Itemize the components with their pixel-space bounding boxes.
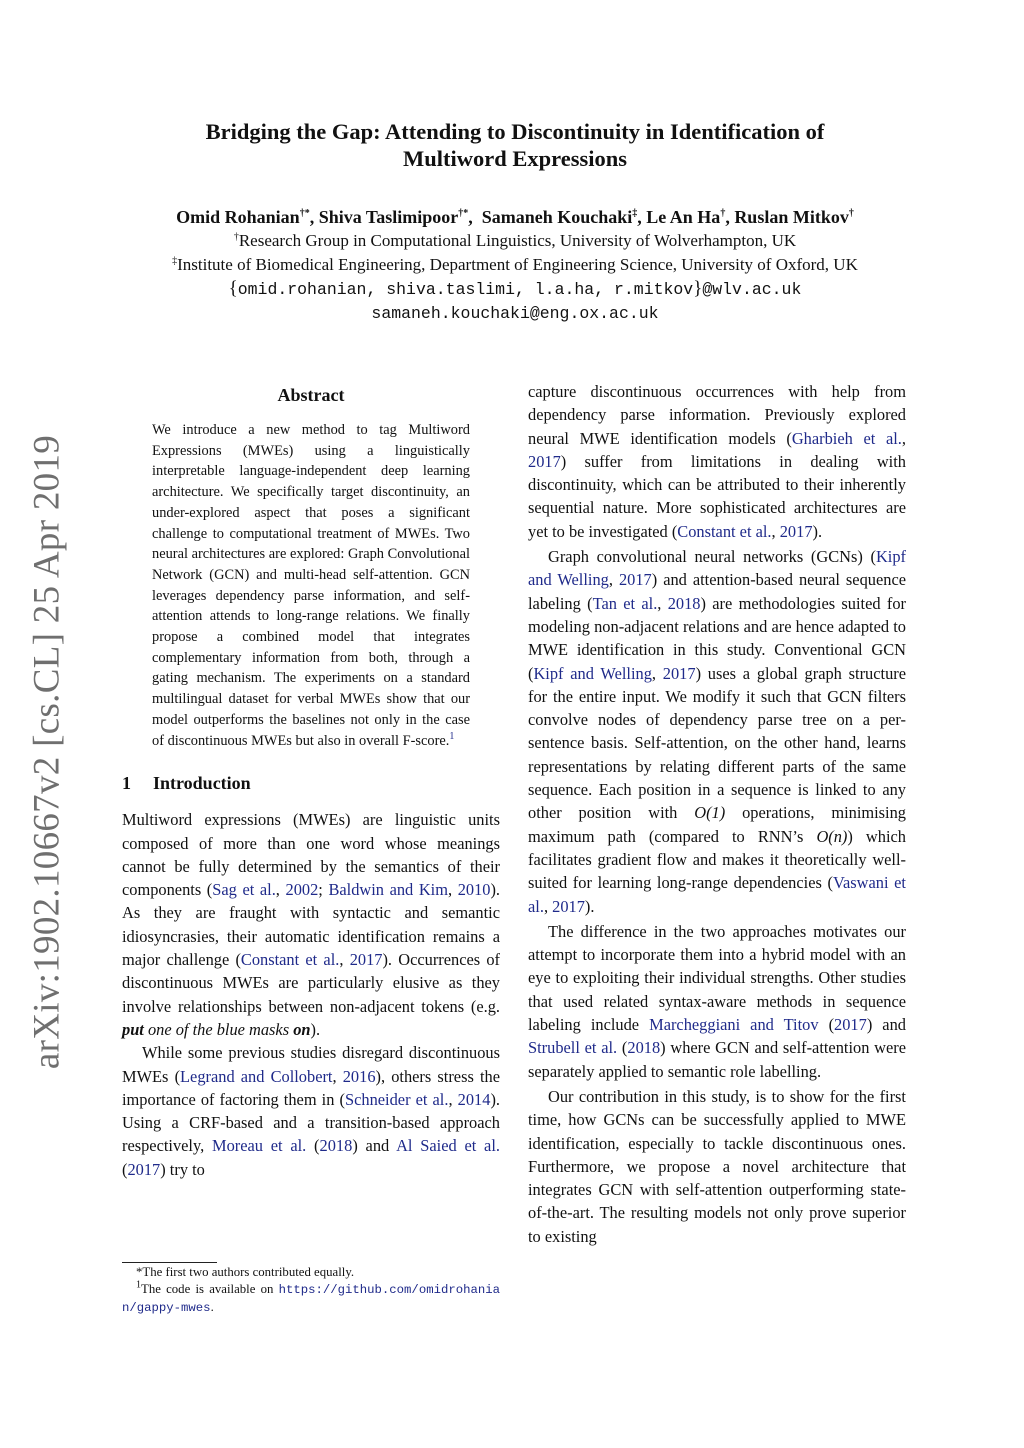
text: operations, minimising maximum path (compared to RNN’s [528,803,906,846]
title-line-2: Multiword Expressions [403,146,627,171]
author-block [80,205,950,326]
text: , [771,521,780,541]
text: , [339,950,350,970]
citation-year-link[interactable]: 2017 [349,950,383,970]
author-mark: † [720,208,726,219]
text: Graph convolutional neural networks (GCNs) ( [548,547,876,567]
text: ) are methodologies suited for modeling non-adjacent relations and are hence adapted to MWE identification in this study. Conventional GCN ( [528,593,906,683]
affiliation-2 [80,253,950,277]
text: ). [812,521,823,541]
affiliation-mark: ‡ [172,255,178,267]
text: ). [310,1019,321,1039]
right-paragraph-1 [528,380,906,543]
footnote-mark: 1 [136,1279,141,1291]
citation-link[interactable]: Baldwin and Kim [328,880,448,900]
author-mark: †* [458,208,469,219]
example-bold: on [293,1019,311,1039]
email-line-2: samaneh.kouchaki@eng.ox.ac.uk [371,304,659,323]
author-mark: † [848,208,854,219]
citation-link[interactable]: Kipf and Welling [533,663,652,683]
text: ). Using a CRF-based and a transition-based approach respectively, [122,1089,500,1156]
text: ( [818,1015,835,1035]
text: , [657,593,668,613]
text: , [651,663,663,683]
author-name: Samaneh Kouchaki [481,207,633,227]
intro-paragraph-2 [122,1041,500,1181]
text: , [901,428,907,448]
text: ( [617,1038,628,1058]
citation-link[interactable]: Legrand and Collobert [180,1066,333,1086]
affiliation-1 [80,229,950,253]
email-line-1 [80,277,950,302]
citation-year-link[interactable]: 2018 [627,1038,661,1058]
footnote-end: . [210,1300,214,1314]
text: , [332,1066,343,1086]
email-names: omid.rohanian, shiva.taslimi, l.a.ha, r.mitkov [237,280,694,299]
text: , [608,570,619,590]
text: ( [122,1159,128,1179]
citation-link[interactable]: Gharbieh et al. [791,428,902,448]
author-name: Ruslan Mitkov [734,207,849,227]
citation-year-link[interactable]: 2017 [779,521,813,541]
citation-year-link[interactable]: 2017 [618,570,652,590]
abstract-text: We introduce a new method to tag Multiword Expressions (MWEs) using a linguistically interpretable language-independent deep learning architecture. We specifically target discontinuity, an under-explored aspect that poses a significant challenge to computational treatment of MWEs. Two neural architectures are explored: Graph Convolutional Network (GCN) and multi-head self-attention. GCN leverages dependency parse information, and self-attention attends to long-range relations. We finally propose a combined model that integrates complementary information from both, through a gating mechanism. The experiments on a standard multilingual dataset for verbal MWEs show that our model outperforms the baselines not only in the case of discontinuous MWEs but also in overall F-score. [152,422,470,749]
citation-link[interactable]: Strubell et al. [528,1038,618,1058]
footnote-2 [122,1281,500,1317]
arxiv-stamp-text: arXiv:1902.10667v2 [cs.CL] 25 Apr 2019 [26,434,68,1070]
author-name: Le An Ha [646,207,721,227]
email-domain: @wlv.ac.uk [702,280,802,299]
citation-link[interactable]: Constant et al. [240,950,340,970]
citation-link[interactable]: Kipf and Welling [528,547,906,590]
text: ; [318,880,329,900]
footnote-text: The code is available on [141,1282,279,1296]
text: , [543,896,553,916]
affiliation-text: Institute of Biomedical Engineering, Department of Engineering Science, University of Oxford, UK [177,255,858,274]
text: ). As they are fraught with syntactic and semantic idiosyncrasies, their automatic identification remains a major challenge ( [122,880,501,970]
right-paragraph-4: Our contribution in this study, is to show for the first time, how GCNs can be successfully applied to MWE identification, especially to tackle discontinuous ones. Furthermore, we propose a novel architecture that integrates GCN with self-attention outperforming state-of-the-art. The resulting models not only prove superior to existing [528,1086,906,1246]
author-mark: †* [299,208,310,219]
citation-year-link[interactable]: 2017 [834,1015,867,1035]
text: ) suffer from limitations in dealing with discontinuity, which can be attributed to their inherently sequential nature. More sophisticated architectures are yet to be investigated ( [528,451,906,541]
text: ( [306,1136,320,1156]
citation-year-link[interactable]: 2017 [662,663,696,683]
right-column [528,380,906,1250]
citation-link[interactable]: Marcheggiani and Titov [649,1015,819,1035]
citation-link[interactable]: Vaswani et al. [528,873,906,916]
text: ). [584,896,595,916]
text: ) try to [160,1159,205,1179]
section-title: Introduction [153,773,251,794]
text: , [447,880,458,900]
brace-close: } [693,278,703,299]
text: ) and attention-based neural sequence labeling ( [528,570,906,613]
abstract-heading: Abstract [277,385,345,405]
citation-link[interactable]: Schneider et al. [344,1089,449,1109]
text: , [448,1089,458,1109]
author-names: Omid Rohanian†*, Shiva Taslimipoor†*, Samaneh Kouchaki‡, Le An Ha†, Ruslan Mitkov† [176,207,854,227]
text: ) uses a global graph structure for the entire input. We modify it such that GCN filters convolve nodes of dependency parse tree on a per-sentence basis. Self-attention, on the other hand, learns representations by relating different parts of the same sequence. Each position in a sequence is linked to any other position with [528,663,906,823]
math-big-o-n: O(n) [816,826,848,846]
arxiv-stamp [26,434,68,1070]
paper-title [120,118,910,172]
author-name: Omid Rohanian [176,207,300,227]
citation-year-link[interactable]: 2016 [342,1066,376,1086]
citation-year-link[interactable]: 2017 [127,1159,161,1179]
abstract-body [152,420,470,751]
brace-open: { [228,278,238,299]
affiliation-mark: † [233,231,239,243]
text: ) and [866,1015,906,1035]
footnote-ref[interactable]: 1 [449,730,455,742]
footnote-divider [122,1262,217,1263]
citation-year-link[interactable]: 2017 [552,896,585,916]
citation-link[interactable]: Constant et al. [677,521,772,541]
intro-paragraph-1 [122,808,500,1041]
citation-link[interactable]: Al Saied et al. [396,1136,500,1156]
citation-year-link[interactable]: 2010 [457,880,491,900]
citation-year-link[interactable]: 2018 [319,1136,353,1156]
title-line-1: Bridging the Gap: Attending to Discontinuity in Identification of [205,119,825,144]
citation-link[interactable]: Sag et al. [212,880,276,900]
text: ) and [352,1136,397,1156]
text: ), others stress the importance of factoring them in ( [122,1066,500,1109]
section-number: 1 [122,773,131,794]
text: , [275,880,286,900]
right-paragraph-3 [528,920,906,1083]
text: ) which facilitates gradient flow and makes it theoretically well-suited for learning long-range dependencies ( [528,826,906,893]
text: capture discontinuous occurrences with help from dependency parse information. Previously explored neural MWE identification models ( [528,382,906,448]
right-paragraph-2 [528,545,906,918]
text: While some previous studies disregard discontinuous MWEs ( [122,1043,500,1086]
citation-link[interactable]: Moreau et al. [212,1136,307,1156]
citation-year-link[interactable]: 2018 [667,593,701,613]
section-heading-introduction [122,773,500,794]
footnotes [122,1264,500,1317]
example-bold: put [122,1019,144,1039]
author-mark: ‡ [632,208,638,219]
citation-year-link[interactable]: 2017 [528,451,561,471]
code-url-link[interactable]: https://github.com/omidrohanian/gappy-mwes [122,1283,500,1315]
text: ). Occurrences of discontinuous MWEs are particularly elusive as they involve relationships between non-adjacent tokens (e.g. [122,950,500,1016]
text: Multiword expressions (MWEs) are linguistic units composed of more than one word whose meanings cannot be fully determined by the semantics of their components ( [122,810,500,900]
citation-year-link[interactable]: 2014 [457,1089,491,1109]
math-big-o-1: O(1) [694,803,726,823]
citation-link[interactable]: Tan et al. [592,593,658,613]
citation-year-link[interactable]: 2002 [285,880,319,900]
text: The difference in the two approaches motivates our attempt to incorporate them into a hybrid model with an eye to exploiting their individual strengths. Other studies that used related syntax-aware methods in sequence labeling include [528,921,906,1035]
affiliation-text: Research Group in Computational Linguistics, University of Wolverhampton, UK [238,231,797,250]
left-column [122,380,500,1181]
footnote-1: *The first two authors contributed equally. [136,1265,355,1279]
example-italic: one of the blue masks [143,1019,294,1039]
author-name: Shiva Taslimipoor [318,207,459,227]
text: ) where GCN and self-attention were separately applied to semantic role labelling. [528,1038,906,1081]
